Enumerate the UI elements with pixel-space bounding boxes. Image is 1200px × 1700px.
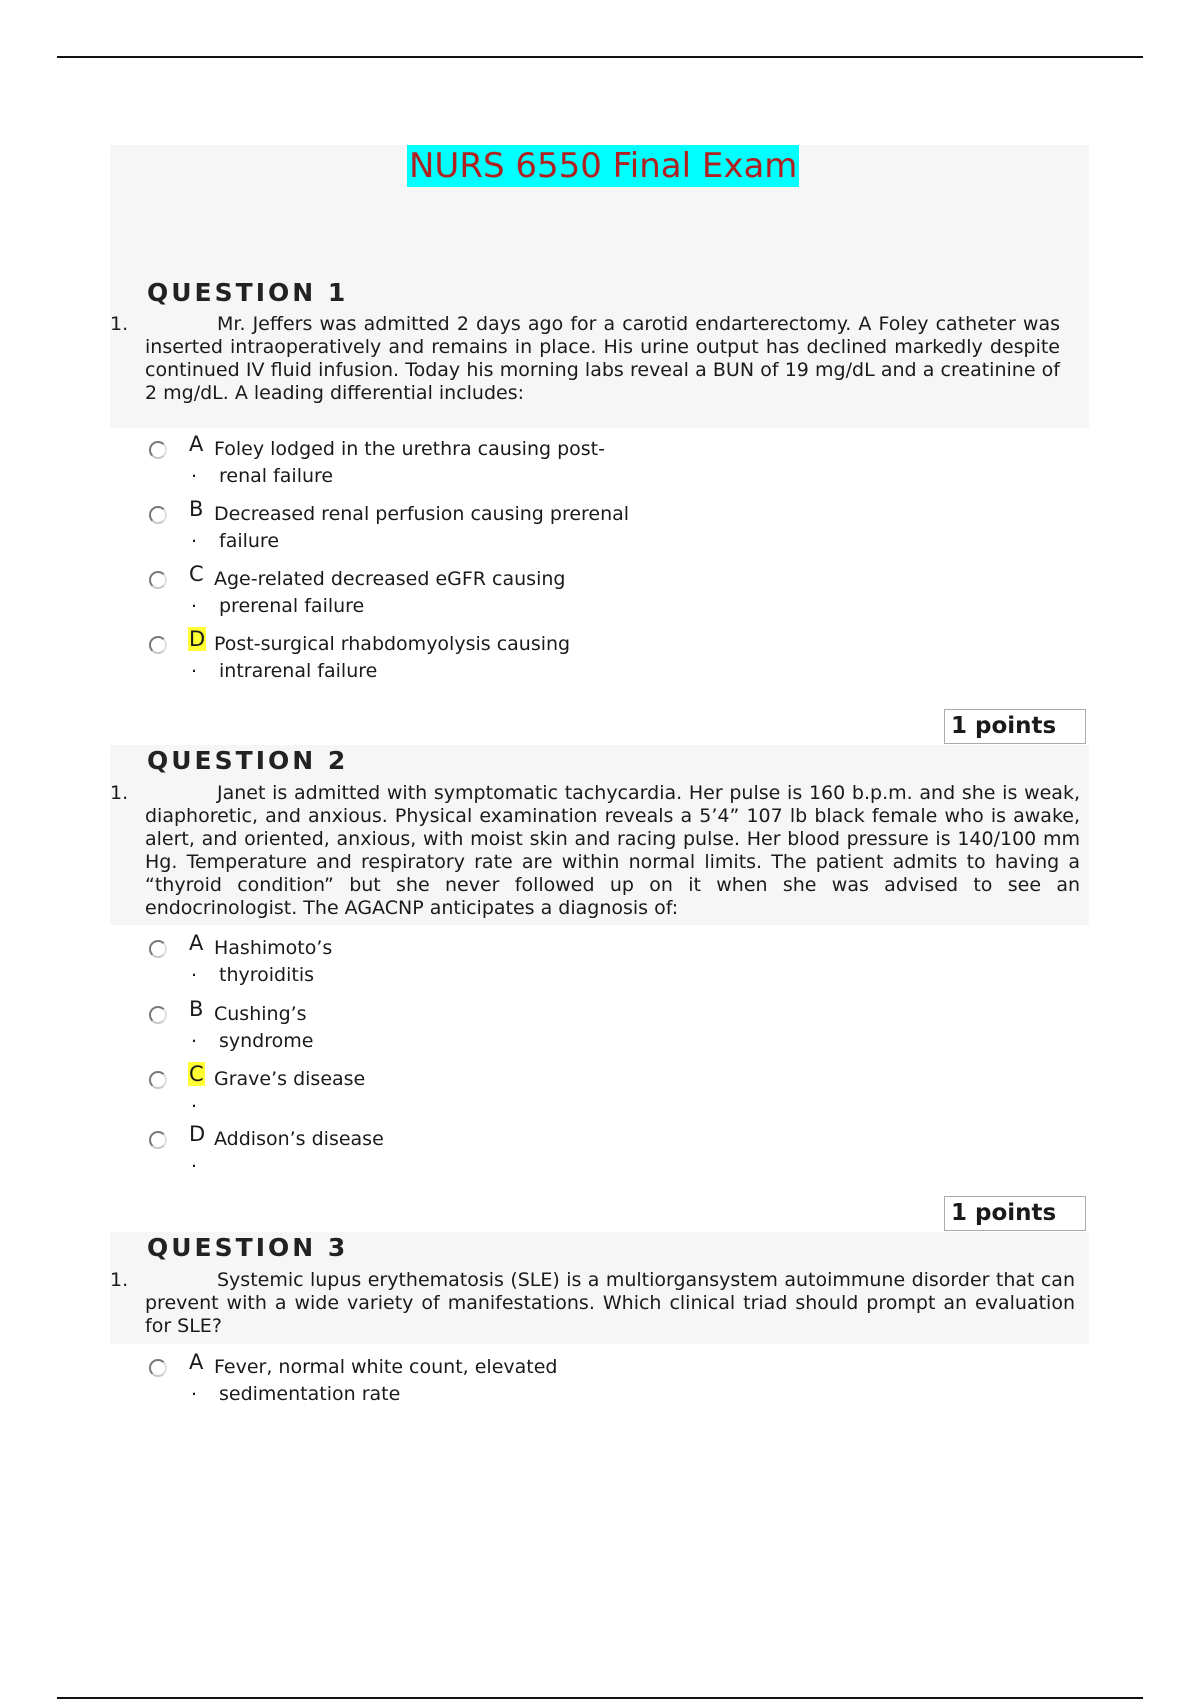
option-dot: . bbox=[191, 460, 198, 482]
option-letter: C bbox=[189, 562, 204, 586]
option-text: Post-surgical rhabdomyolysis causing bbox=[214, 633, 571, 655]
question-1-number: 1. bbox=[110, 313, 129, 335]
option-text-line2: prerenal failure bbox=[219, 595, 365, 617]
question-2-text: Janet is admitted with symptomatic tachycardia. Her pulse is 160 b.p.m. and she is weak, diaphoretic, and anxious. Physical examination reveals a 5’4” 107 lb black female who is awake, alert, and oriented, anxious, with moist skin and racing pulse. Her blood pressure is 140/100 mm Hg. Temperature and respiratory rate are within normal limits. The patient admits to having a “thyroid condition” but she never followed up on it when she was advised to see an endocrinologist. The AGACNP anticipates a diagnosis of: bbox=[145, 782, 1080, 919]
option-dot: . bbox=[191, 1090, 198, 1112]
option-text: Decreased renal perfusion causing prerenal bbox=[214, 503, 630, 525]
option-text: Foley lodged in the urethra causing post- bbox=[214, 438, 605, 460]
radio-button[interactable] bbox=[149, 571, 167, 589]
option-text: Grave’s disease bbox=[214, 1068, 366, 1090]
question-1-heading: QUESTION 1 bbox=[147, 278, 349, 307]
option-text-line2: intrarenal failure bbox=[219, 660, 378, 682]
option-letter-highlighted: D bbox=[189, 627, 206, 651]
question-2-number: 1. bbox=[110, 782, 129, 804]
option-dot: . bbox=[191, 1150, 198, 1172]
radio-button[interactable] bbox=[149, 1071, 167, 1089]
option-letter-highlighted: C bbox=[189, 1062, 204, 1086]
question-3-number: 1. bbox=[110, 1269, 129, 1291]
option-letter: A bbox=[189, 1350, 204, 1374]
top-rule bbox=[57, 56, 1143, 58]
option-text: Addison’s disease bbox=[214, 1128, 384, 1150]
option-dot: . bbox=[191, 525, 198, 547]
page-title: NURS 6550 Final Exam bbox=[409, 146, 798, 186]
question-2-points: 1 points bbox=[944, 1196, 1086, 1231]
option-text-line2: sedimentation rate bbox=[219, 1383, 401, 1405]
bottom-rule bbox=[57, 1697, 1143, 1699]
option-letter: D bbox=[189, 1122, 206, 1146]
option-dot: . bbox=[191, 1025, 198, 1047]
radio-button[interactable] bbox=[149, 1006, 167, 1024]
option-letter: A bbox=[189, 432, 204, 456]
radio-button[interactable] bbox=[149, 1359, 167, 1377]
option-dot: . bbox=[191, 590, 198, 612]
option-dot: . bbox=[191, 1378, 198, 1400]
option-text-line2: syndrome bbox=[219, 1030, 314, 1052]
option-letter: A bbox=[189, 931, 204, 955]
question-2-heading: QUESTION 2 bbox=[147, 746, 349, 775]
radio-button[interactable] bbox=[149, 636, 167, 654]
option-text: Fever, normal white count, elevated bbox=[214, 1356, 558, 1378]
question-3-heading: QUESTION 3 bbox=[147, 1233, 349, 1262]
option-letter: B bbox=[189, 497, 204, 521]
option-text: Cushing’s bbox=[214, 1003, 307, 1025]
option-text-line2: renal failure bbox=[219, 465, 334, 487]
option-dot: . bbox=[191, 959, 198, 981]
radio-button[interactable] bbox=[149, 940, 167, 958]
option-text-line2: thyroiditis bbox=[219, 964, 314, 986]
option-text: Hashimoto’s bbox=[214, 937, 333, 959]
question-1-points: 1 points bbox=[944, 709, 1086, 744]
option-text: Age-related decreased eGFR causing bbox=[214, 568, 566, 590]
option-text-line2: failure bbox=[219, 530, 280, 552]
question-3-text: Systemic lupus erythematosis (SLE) is a multiorgansystem autoimmune disorder that can prevent with a wide variety of manifestations. Which clinical triad should prompt an evaluation for SLE? bbox=[145, 1269, 1075, 1337]
option-letter: B bbox=[189, 997, 204, 1021]
question-1-text: Mr. Jeffers was admitted 2 days ago for a carotid endarterectomy. A Foley catheter was inserted intraoperatively and remains in place. His urine output has declined markedly despite continued IV fluid infusion. Today his morning labs reveal a BUN of 19 mg/dL and a creatinine of 2 mg/dL. A leading differential includes: bbox=[145, 313, 1060, 404]
radio-button[interactable] bbox=[149, 441, 167, 459]
option-dot: . bbox=[191, 655, 198, 677]
radio-button[interactable] bbox=[149, 506, 167, 524]
radio-button[interactable] bbox=[149, 1131, 167, 1149]
